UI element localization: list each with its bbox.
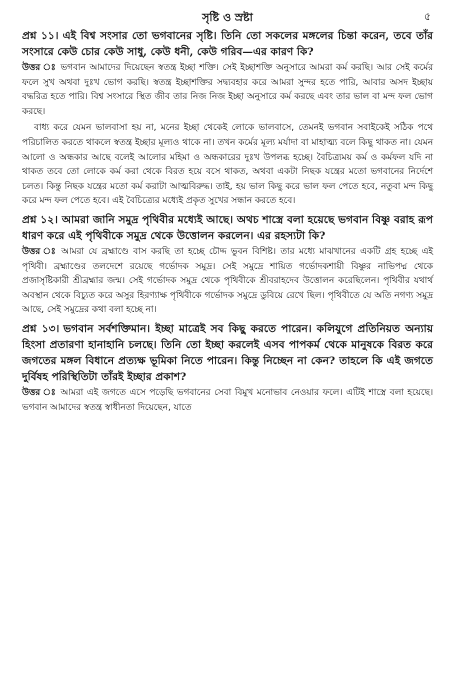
answer-text: আমরা এই জগতে এসে পড়েছি ভগবানের সেবা বিমুখ মনোভাব নেওয়ার ফলে। এটিই শাস্ত্রে বলা হয়েছে। ভগবান আমাদের স্বতন্ত্র স্বাধীনতা দিয়েছেন, যাতে [22, 387, 433, 413]
answer-label: উত্তর ঃ [22, 387, 57, 398]
question-13 [22, 321, 433, 385]
question-text: ভগবান সর্বশক্তিমান। ইচ্ছা মাত্রেই সব কিছু করতে পারেন। কলিযুগে প্রতিনিয়ত অন্যায় হিংসা প্রতারণা হানাহানি চলছে। তিনি তো ইচ্ছা করলেই এসব পাপকর্ম থেকে মানুষকে বিরত করে জগতের মঙ্গল বিধানে প্রত্যক্ষ ভূমিকা নিতে পারেন। কিন্তু নিচ্ছেন না কেন? তাহলে কি এই জগতে দুর্বিষহ পরিস্থিতিটা তাঁরই ইচ্ছার প্রকাশ? [22, 322, 433, 383]
question-label: প্রশ্ন ১৩। [22, 322, 60, 335]
answer-11-paragraph: বাধ্য করে যেমন ভালবাসা হয় না, মনের ইচ্ছা থেকেই লোকে ভালবাসে, তেমনই ভগবান সবাইকেই সঠিক পথে পরিচালিত করতে থাকলে স্বতন্ত্র ইচ্ছার মূল্যও থাকে না। তখন কর্মের মূল্য মর্যাদা বা মাহাত্ম্য বলে কিছু থাকত না। যেমন আলো ও অন্ধকার আছে বলেই আলোর মহিমা ও অন্ধকারের দুঃখ উপলব্ধ হচ্ছে। বৈচিত্র্যময় কর্ম ও কর্মফল যদি না থাকত তবে তো লোকে কর্ম করা থেকে বিরত হয়ে বসে থাকত, অথবা একটা নিছক যন্ত্রের মতো ভগবানের নির্দেশে চলত। কিন্তু নিছক যন্ত্রের মতো কর্ম করাটা আত্মবিরুদ্ধ। তাই, হয় ভাল কিছু করে ভাল ফল পেতে হবে, নতুবা মন্দ কিছু করে মন্দ ফল পেতে হবে। এই বৈচিত্র্যের মধ্যেই প্রকৃত সুখের সন্ধান করতে হবে। [22, 123, 433, 207]
page-header [22, 6, 433, 28]
page-number: ৫ [423, 10, 431, 23]
answer-label: উত্তর ঃ [22, 246, 58, 257]
answer-11 [22, 61, 433, 119]
question-11 [22, 28, 433, 60]
question-label: প্রশ্ন ১১। [22, 30, 59, 42]
question-block-13 [22, 321, 433, 415]
question-12 [22, 212, 433, 244]
answer-label: উত্তর ঃ [22, 63, 57, 73]
question-block-11 [22, 28, 433, 209]
answer-text: ভগবান আমাদের দিয়েছেন স্বতন্ত্র ইচ্ছা শক্তি। সেই ইচ্ছাশক্তি অনুসারে আমরা কর্ম করছি। আর সেই কর্মের ফলে সুখ অথবা দুঃখ ভোগ করছি। স্বতন্ত্র ইচ্ছাশক্তির সদ্ব্যবহার করে আমরা সুন্দর হতে পারি, আবার অসদ ইচ্ছায় বদ্ধরিত্র হতে পারি। বিশ্ব সংসারে স্থিত জীব তার নিজ নিজ ইচ্ছা অনুসারে কর্ম করছে এবং তার ভাল বা মন্দ ফল ভোগ করছে। [22, 63, 433, 117]
question-text: আমরা জানি সমুদ্র পৃথিবীর মধ্যেই আছে। অথচ শাস্ত্রে বলা হয়েছে ভগবান বিষ্ণু বরাহ রূপ ধারণ করে এই পৃথিবীকে সমুদ্র থেকে উত্তোলন করলেন। এর রহস্যটা কি? [22, 213, 433, 242]
answer-text: আমরা যে ব্রহ্মাণ্ডে বাস করছি তা হচ্ছে চৌদ্দ ভুবন বিশিষ্ট। তার মধ্যে মাঝখানের একটি গ্রহ হচ্ছে এই পৃথিবী। ব্রহ্মাণ্ডের তলদেশে রয়েছে গর্ভোদক সমুদ্র। সেই সমুদ্রে শায়িত গর্ভোদকশায়ী বিষ্ণুর নাভিপদ্ম থেকে প্রজাসৃষ্টিকারী শ্রীব্রহ্মার জন্ম। সেই গর্ভোদক সমুদ্র থেকে পৃথিবীকে শ্রীবরাহদেব উত্তোলন করেছিলেন। পৃথিবীর যথার্থ অবস্থান থেকে বিচ্যুত করে অসুর হিরণ্যাক্ষ পৃথিবীকে গর্ভোদক সমুদ্রে ডুবিয়ে রেখে ছিল। পৃথিবীতে যে অতি নগণ্য সমুদ্র আছে, সেই সমুদ্রের কথা বলা হচ্ছে না। [22, 246, 433, 316]
answer-12 [22, 245, 433, 318]
running-title: সৃষ্টি ও স্রষ্টা [202, 11, 253, 24]
question-block-12 [22, 212, 433, 318]
answer-13 [22, 386, 433, 415]
question-label: প্রশ্ন ১২। [22, 213, 58, 226]
question-text: এই বিশ্ব সংসার তো ভগবানের সৃষ্টি। তিনি তো সকলের মঙ্গলের চিন্তা করেন, তবে তাঁর সংসারে কেউ চোর কেউ সাধু, কেউ ধনী, কেউ গরিব—এর কারণ কি? [22, 30, 433, 58]
